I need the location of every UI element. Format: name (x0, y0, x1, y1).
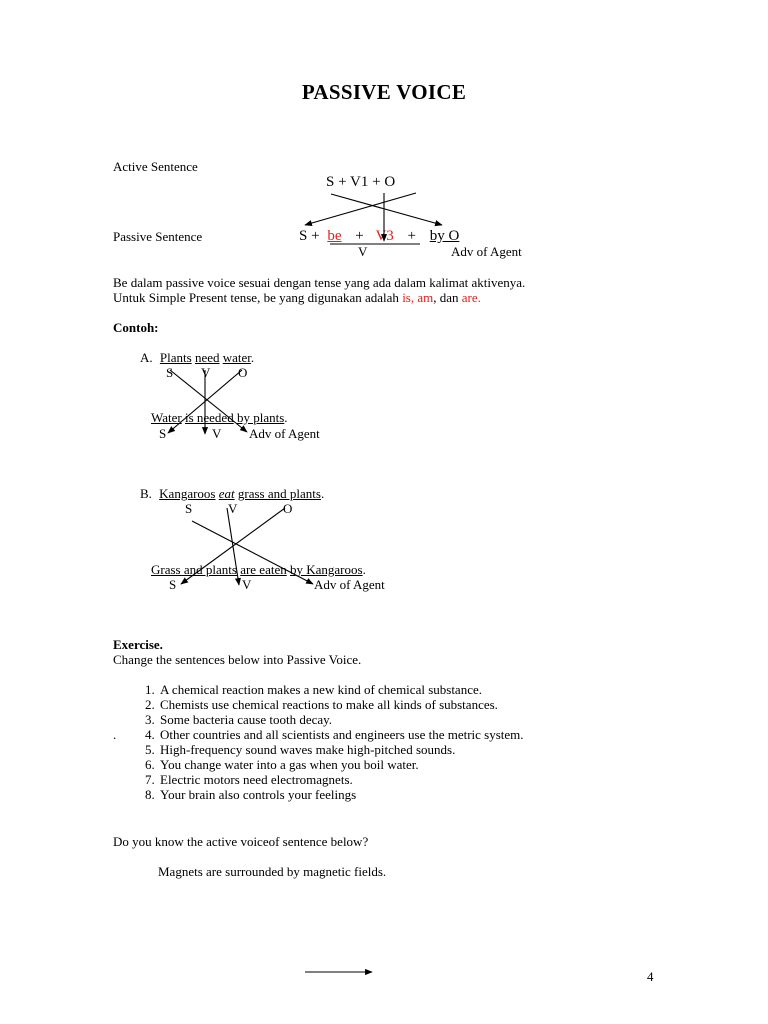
exercise-heading: Exercise. (113, 637, 163, 652)
explanation-line-2 (113, 290, 481, 306)
stray-dot: . (113, 727, 117, 742)
example-a-passive-end: . (284, 410, 288, 425)
explanation-line-1: Be dalam passive voice sesuai dengan tense yang ada dalam kalimat aktivenya. (113, 275, 526, 290)
example-a-passive-agent: by plants (236, 410, 285, 425)
page-number: 4 (647, 969, 654, 984)
example-a-tag-v: V (201, 365, 211, 380)
example-a-subject: Plants (159, 350, 192, 365)
example-a-passive (151, 410, 288, 426)
example-a-passive-tag-adv: Adv of Agent (249, 426, 320, 441)
highlight-is-am: is, am (402, 290, 434, 305)
page-title: PASSIVE VOICE (301, 80, 467, 104)
example-b-passive-agent: by Kangaroos (289, 562, 363, 577)
active-sentence-label: Active Sentence (113, 159, 198, 174)
example-a-sentence (140, 350, 254, 366)
highlight-are: are. (461, 290, 481, 305)
passive-formula-plus-2: + (407, 228, 417, 244)
example-a-passive-tag-s: S (159, 426, 167, 441)
example-b-passive-tag-s: S (169, 577, 177, 592)
example-a-verb: need (194, 350, 220, 365)
example-b-passive-verb: are eaten (240, 562, 287, 577)
example-b-subject: Kangaroos (159, 486, 216, 501)
example-a-passive-subject: Water (151, 410, 182, 425)
formula-arrow-o-to-s (305, 193, 416, 225)
example-b-end: . (320, 486, 325, 501)
passive-formula-by-o: by O (429, 228, 460, 244)
passive-formula-v3: V3 (375, 228, 394, 244)
example-b-passive-tag-v: V (242, 577, 252, 592)
exercise-item: 2. Chemists use chemical reactions to make all kinds of substances. (158, 697, 524, 712)
active-formula: S + V1 + O (326, 174, 396, 190)
example-a-end: . (250, 350, 255, 365)
passive-formula-subject: S + (299, 228, 320, 244)
exercise-item: 1. A chemical reaction makes a new kind of chemical substance. (158, 682, 524, 697)
contoh-heading: Contoh: (113, 320, 159, 335)
exercise-item: 4. Other countries and all scientists and engineers use the metric system. (158, 727, 524, 742)
example-a-object: water (222, 350, 251, 365)
formula-tag-v: V (358, 244, 368, 259)
explanation-prefix: Untuk Simple Present tense, be yang digunakan adalah (113, 290, 403, 305)
exercise-item: 3. Some bacteria cause tooth decay. (158, 712, 524, 727)
question-sentence: Magnets are surrounded by magnetic fields. (158, 864, 387, 879)
exercise-item: 8. Your brain also controls your feelings (158, 787, 524, 802)
question-prompt: Do you know the active voiceof sentence below? (113, 834, 369, 849)
passive-formula-be: be (327, 228, 342, 244)
explanation-mid: , dan (433, 290, 462, 305)
example-b-verb: eat (218, 486, 235, 501)
example-b-passive-subject: Grass and plants (151, 562, 237, 577)
example-b-tag-v: V (228, 501, 238, 516)
passive-formula-plus-1: + (355, 228, 364, 244)
exercise-item: 5. High-frequency sound waves make high-pitched sounds. (158, 742, 524, 757)
example-b-passive-end: . (362, 562, 366, 577)
exercise-instruction: Change the sentences below into Passive Voice. (113, 652, 362, 667)
exercise-item: 7. Electric motors need electromagnets. (158, 772, 524, 787)
formula-arrow-s-to-by (331, 194, 442, 225)
example-b-tag-o: O (283, 501, 293, 516)
example-b-object: grass and plants (237, 486, 321, 501)
example-a-tag-o: O (238, 365, 248, 380)
example-b-passive (151, 562, 366, 578)
example-b-marker: B. (140, 486, 152, 501)
example-a-passive-verb: is needed (184, 410, 234, 425)
example-b-tag-s: S (185, 501, 193, 516)
example-a-tag-s: S (166, 365, 174, 380)
passive-sentence-label: Passive Sentence (113, 229, 203, 244)
example-b-passive-tag-adv: Adv of Agent (314, 577, 385, 592)
passive-formula (299, 228, 459, 245)
exercise-item: 6. You change water into a gas when you boil water. (158, 757, 524, 772)
exercise-list (136, 682, 524, 802)
example-a-passive-tag-v: V (212, 426, 222, 441)
formula-tag-adv: Adv of Agent (451, 244, 522, 259)
example-b-sentence (140, 486, 324, 502)
example-a-marker: A. (140, 350, 153, 365)
